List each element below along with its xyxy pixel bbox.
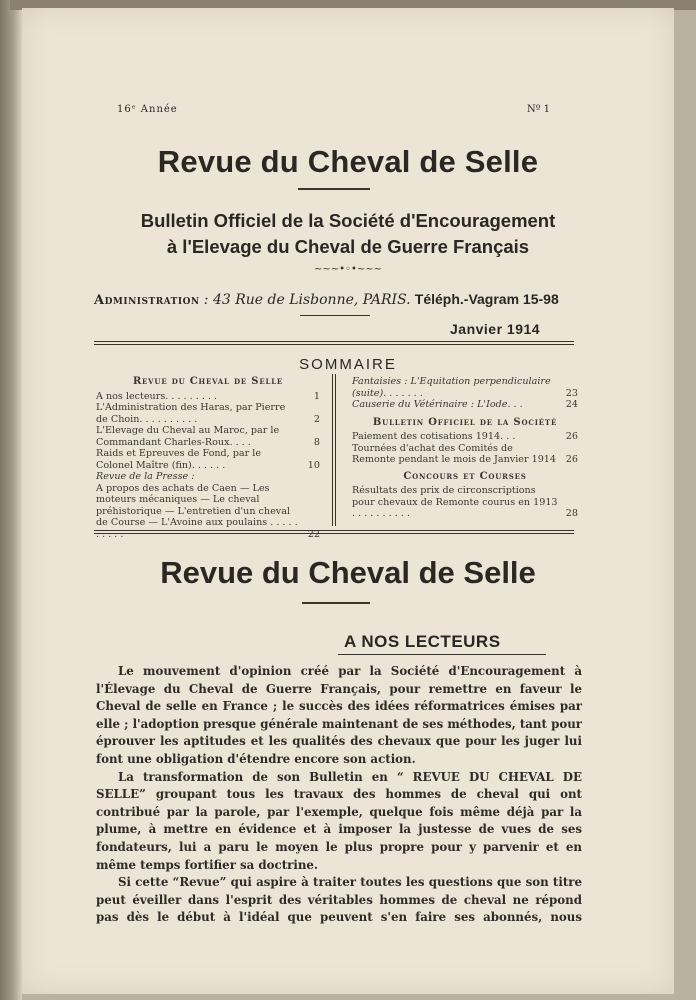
toc-entry: A propos des achats de Caen — Les moteurs mécaniques — Le cheval préhistorique — L'entretien d'un cheval de Course — L'Avoine aux poulains . . . . . . . . . . 22 bbox=[96, 482, 320, 540]
masthead-title: Revue du Cheval de Selle bbox=[157, 144, 539, 179]
toc-entry: Raids et Epreuves de Fond, par le Colonel Maître (fin). . . . . . 10 bbox=[96, 448, 320, 471]
ornament-divider: ~~~•◦•~~~ bbox=[314, 264, 382, 275]
admin-label: Administration bbox=[94, 293, 200, 308]
title-underline bbox=[298, 188, 370, 190]
toc-entry: Causerie du Vétérinaire : L'Iode. . . 24 bbox=[352, 399, 578, 410]
article-paragraph: Si cette “Revue” qui aspire à traiter toutes les questions que son titre peut éveiller dans l'esprit des véritables hommes de cheval ne répond pas dès le début à l'idéal que peuvent s'en faire ses abonnés, nous bbox=[96, 875, 582, 925]
toc-entry: Tournées d'achat des Comités de Remonte pendant le mois de Janvier 1914 26 bbox=[352, 442, 578, 465]
document-page bbox=[22, 8, 674, 994]
article-heading: A NOS LECTEURS bbox=[344, 632, 501, 651]
year-volume: 16ᵉ Année bbox=[117, 104, 178, 115]
sommaire-bottom-rule-2 bbox=[94, 533, 574, 534]
admin-underline bbox=[300, 315, 370, 316]
toc-right-column bbox=[352, 376, 578, 520]
toc-entry: L'Elevage du Cheval au Maroc, par le Commandant Charles-Roux. . . . 8 bbox=[96, 425, 320, 448]
article-title-underline bbox=[302, 602, 370, 604]
administration-line bbox=[94, 291, 559, 308]
toc-entry: Résultats des prix de circonscriptions pour chevaux de Remonte courus en 1913 . . . . . . . . . . 28 bbox=[352, 485, 578, 519]
article-paragraph: La transformation de son Bulletin en “ REVUE DU CHEVAL DE SELLE” groupant tous les travaux des hommes de cheval qui ont contribué par la parole, par l'exemple, quelque fois même déjà par la plume, à mettre en évidence et à imposer la justesse de vues de ses fondateurs, lui a paru le moyen le plus propre pour y parvenir et en même temps fortifier sa doctrine. bbox=[96, 769, 582, 872]
toc-entry: L'Administration des Haras, par Pierre de Choin. . . . . . . . . . 2 bbox=[96, 402, 320, 425]
telephone: Téléph.-Vagram 15-98 bbox=[414, 291, 559, 307]
toc-column-separator-1 bbox=[332, 374, 333, 526]
toc-entry: A nos lecteurs. . . . . . . . . 1 bbox=[96, 390, 320, 402]
toc-section-bulletin: Bulletin Officiel de la Société bbox=[372, 416, 558, 428]
article-heading-underline bbox=[338, 654, 546, 655]
article-body bbox=[96, 663, 582, 927]
sommaire-top-rule-2 bbox=[94, 344, 574, 345]
toc-section-revue: Revue du Cheval de Selle bbox=[132, 376, 284, 387]
issue-date: Janvier 1914 bbox=[450, 321, 541, 337]
toc-entry: Fantaisies : L'Equitation perpendiculaire (suite). . . . . . . 23 bbox=[352, 376, 578, 399]
issue-number: Nº 1 bbox=[527, 104, 550, 115]
sommaire-bottom-rule-1 bbox=[94, 530, 574, 531]
toc-left-column bbox=[96, 376, 320, 540]
admin-address: : 43 Rue de Lisbonne, PARIS. bbox=[203, 292, 411, 308]
sommaire-top-rule-1 bbox=[94, 341, 574, 342]
book-binding-edge bbox=[0, 0, 22, 1000]
sommaire-title: SOMMAIRE bbox=[299, 356, 397, 373]
subtitle-line-1: Bulletin Officiel de la Société d'Encouragement bbox=[140, 210, 556, 231]
toc-column-separator-2 bbox=[335, 374, 336, 526]
toc-entry: Paiement des cotisations 1914. . . 26 bbox=[352, 431, 578, 442]
article-masthead-title: Revue du Cheval de Selle bbox=[160, 555, 536, 590]
toc-presse-label: Revue de la Presse : bbox=[96, 471, 195, 482]
subtitle-line-2: à l'Elevage du Cheval de Guerre Français bbox=[166, 236, 530, 257]
toc-section-concours: Concours et Courses bbox=[403, 470, 527, 482]
article-paragraph: Le mouvement d'opinion créé par la Société d'Encouragement à l'Élevage du Cheval de Guerre Français, pour remettre en faveur le Cheval de selle en France ; le succès des idées réformatrices émises par elle ; l'adoption presque générale maintenant de ses méthodes, tant pour éprouver les aptitudes et les qualités des chevaux que pour les juger lui font une obligation d'étendre encore son action. bbox=[96, 664, 582, 766]
